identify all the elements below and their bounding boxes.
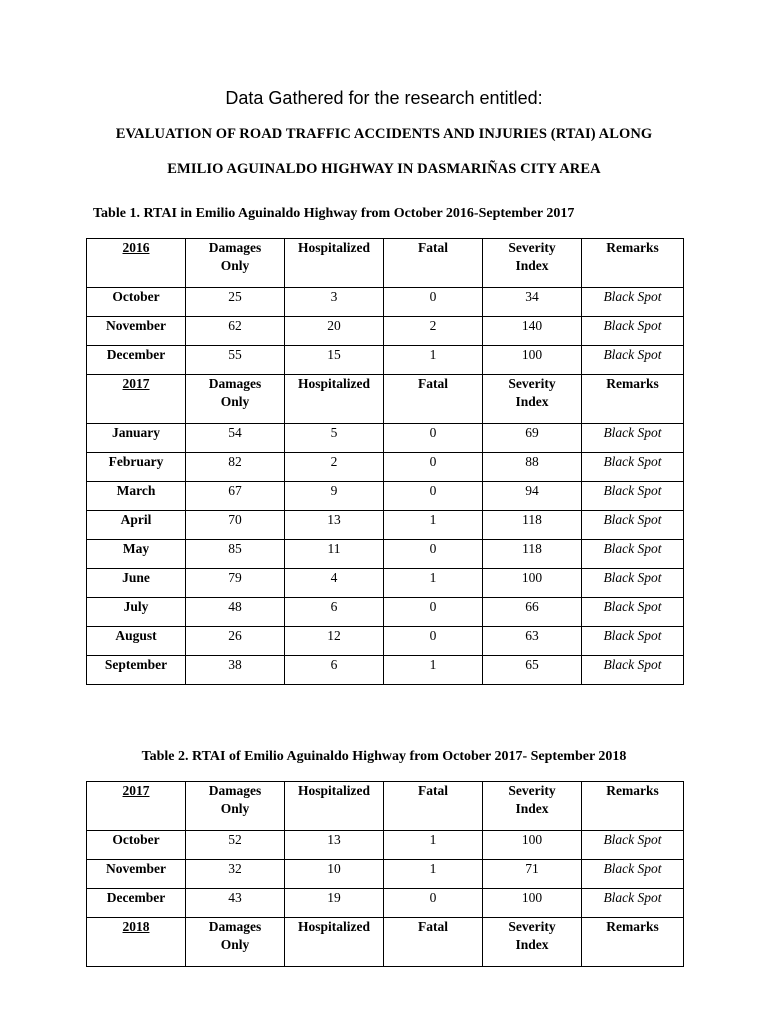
fatal-cell: 0 xyxy=(384,424,483,453)
remarks-cell: Black Spot xyxy=(582,598,684,627)
damages-cell: 38 xyxy=(186,656,285,685)
hospitalized-cell: 4 xyxy=(285,569,384,598)
damages-cell: 52 xyxy=(186,831,285,860)
header-damages: Damages Only xyxy=(186,375,285,424)
remarks-cell: Black Spot xyxy=(582,831,684,860)
header-fatal: Fatal xyxy=(384,375,483,424)
header-severity: Severity Index xyxy=(483,918,582,967)
header-damages: Damages Only xyxy=(186,782,285,831)
remarks-cell: Black Spot xyxy=(582,656,684,685)
damages-cell: 82 xyxy=(186,453,285,482)
severity-cell: 71 xyxy=(483,860,582,889)
fatal-cell: 1 xyxy=(384,656,483,685)
severity-cell: 140 xyxy=(483,317,582,346)
header-remarks: Remarks xyxy=(582,239,684,288)
research-title-line-2: EMILIO AGUINALDO HIGHWAY IN DASMARIÑAS CITY AREA xyxy=(167,161,601,177)
fatal-cell: 2 xyxy=(384,317,483,346)
remarks-cell: Black Spot xyxy=(582,346,684,375)
fatal-cell: 0 xyxy=(384,889,483,918)
severity-cell: 63 xyxy=(483,627,582,656)
hospitalized-cell: 13 xyxy=(285,831,384,860)
severity-cell: 65 xyxy=(483,656,582,685)
month-cell: November xyxy=(87,860,186,889)
intro-heading: Data Gathered for the research entitled: xyxy=(225,88,543,108)
month-cell: March xyxy=(87,482,186,511)
remarks-cell: Black Spot xyxy=(582,540,684,569)
damages-cell: 32 xyxy=(186,860,285,889)
fatal-cell: 0 xyxy=(384,540,483,569)
month-cell: November xyxy=(87,317,186,346)
header-damages: Damages Only xyxy=(186,918,285,967)
research-title-line-1: EVALUATION OF ROAD TRAFFIC ACCIDENTS AND INJURIES (RTAI) ALONG xyxy=(115,126,653,142)
header-severity: Severity Index xyxy=(483,239,582,288)
damages-cell: 79 xyxy=(186,569,285,598)
year-cell: 2017 xyxy=(87,782,186,831)
header-fatal: Fatal xyxy=(384,239,483,288)
hospitalized-cell: 11 xyxy=(285,540,384,569)
table2-header-row-2018 xyxy=(87,918,684,967)
fatal-cell: 1 xyxy=(384,511,483,540)
hospitalized-cell: 19 xyxy=(285,889,384,918)
fatal-cell: 1 xyxy=(384,569,483,598)
fatal-cell: 1 xyxy=(384,346,483,375)
fatal-cell: 0 xyxy=(384,482,483,511)
month-cell: September xyxy=(87,656,186,685)
remarks-cell: Black Spot xyxy=(582,453,684,482)
header-hospitalized: Hospitalized xyxy=(285,918,384,967)
hospitalized-cell: 9 xyxy=(285,482,384,511)
header-severity: Severity Index xyxy=(483,375,582,424)
hospitalized-cell: 3 xyxy=(285,288,384,317)
damages-cell: 26 xyxy=(186,627,285,656)
month-cell: June xyxy=(87,569,186,598)
hospitalized-cell: 20 xyxy=(285,317,384,346)
fatal-cell: 0 xyxy=(384,598,483,627)
severity-cell: 118 xyxy=(483,511,582,540)
year-cell: 2018 xyxy=(87,918,186,967)
month-cell: October xyxy=(87,831,186,860)
month-cell: October xyxy=(87,288,186,317)
header-hospitalized: Hospitalized xyxy=(285,782,384,831)
table-row xyxy=(87,860,684,889)
severity-cell: 34 xyxy=(483,288,582,317)
damages-cell: 43 xyxy=(186,889,285,918)
year-cell: 2017 xyxy=(87,375,186,424)
header-remarks: Remarks xyxy=(582,375,684,424)
month-cell: August xyxy=(87,627,186,656)
remarks-cell: Black Spot xyxy=(582,482,684,511)
month-cell: February xyxy=(87,453,186,482)
table2-caption: Table 2. RTAI of Emilio Aguinaldo Highway from October 2017- September 2018 xyxy=(141,749,627,764)
month-cell: May xyxy=(87,540,186,569)
month-cell: July xyxy=(87,598,186,627)
month-cell: January xyxy=(87,424,186,453)
hospitalized-cell: 12 xyxy=(285,627,384,656)
header-fatal: Fatal xyxy=(384,918,483,967)
severity-cell: 94 xyxy=(483,482,582,511)
table-row xyxy=(87,831,684,860)
fatal-cell: 0 xyxy=(384,288,483,317)
header-fatal: Fatal xyxy=(384,782,483,831)
damages-cell: 85 xyxy=(186,540,285,569)
hospitalized-cell: 10 xyxy=(285,860,384,889)
table1-caption: Table 1. RTAI in Emilio Aguinaldo Highway from October 2016-September 2017 xyxy=(93,206,575,221)
remarks-cell: Black Spot xyxy=(582,627,684,656)
fatal-cell: 0 xyxy=(384,453,483,482)
month-cell: December xyxy=(87,346,186,375)
hospitalized-cell: 15 xyxy=(285,346,384,375)
damages-cell: 55 xyxy=(186,346,285,375)
severity-cell: 66 xyxy=(483,598,582,627)
remarks-cell: Black Spot xyxy=(582,288,684,317)
damages-cell: 54 xyxy=(186,424,285,453)
severity-cell: 100 xyxy=(483,569,582,598)
hospitalized-cell: 13 xyxy=(285,511,384,540)
remarks-cell: Black Spot xyxy=(582,511,684,540)
damages-cell: 62 xyxy=(186,317,285,346)
severity-cell: 100 xyxy=(483,831,582,860)
remarks-cell: Black Spot xyxy=(582,424,684,453)
header-remarks: Remarks xyxy=(582,918,684,967)
header-remarks: Remarks xyxy=(582,782,684,831)
header-hospitalized: Hospitalized xyxy=(285,239,384,288)
year-cell: 2016 xyxy=(87,239,186,288)
damages-cell: 25 xyxy=(186,288,285,317)
severity-cell: 88 xyxy=(483,453,582,482)
damages-cell: 70 xyxy=(186,511,285,540)
hospitalized-cell: 5 xyxy=(285,424,384,453)
remarks-cell: Black Spot xyxy=(582,569,684,598)
table2-header-row-2017 xyxy=(87,782,684,831)
fatal-cell: 1 xyxy=(384,831,483,860)
hospitalized-cell: 2 xyxy=(285,453,384,482)
header-severity: Severity Index xyxy=(483,782,582,831)
month-cell: April xyxy=(87,511,186,540)
table-row xyxy=(87,889,684,918)
remarks-cell: Black Spot xyxy=(582,860,684,889)
severity-cell: 69 xyxy=(483,424,582,453)
remarks-cell: Black Spot xyxy=(582,889,684,918)
remarks-cell: Black Spot xyxy=(582,317,684,346)
damages-cell: 67 xyxy=(186,482,285,511)
severity-cell: 100 xyxy=(483,346,582,375)
header-hospitalized: Hospitalized xyxy=(285,375,384,424)
table2 xyxy=(86,781,684,967)
damages-cell: 48 xyxy=(186,598,285,627)
header-damages: Damages Only xyxy=(186,239,285,288)
month-cell: December xyxy=(87,889,186,918)
fatal-cell: 1 xyxy=(384,860,483,889)
severity-cell: 118 xyxy=(483,540,582,569)
hospitalized-cell: 6 xyxy=(285,598,384,627)
severity-cell: 100 xyxy=(483,889,582,918)
fatal-cell: 0 xyxy=(384,627,483,656)
hospitalized-cell: 6 xyxy=(285,656,384,685)
